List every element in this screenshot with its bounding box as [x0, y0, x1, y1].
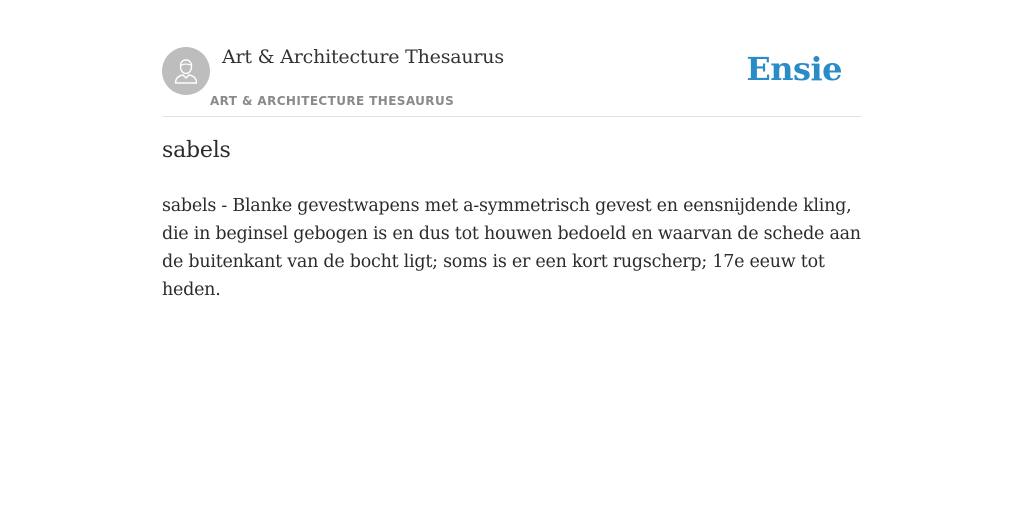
user-icon — [171, 56, 201, 86]
brand-logo[interactable]: Ensie — [746, 50, 842, 88]
entry-definition: sabels - Blanke gevestwapens met a-symmetrisch gevest en eensnijdende kling, die in beginsel gebogen is en dus tot houwen bedoeld en waarvan de schede aan de buitenkant van de bocht ligt; soms is er een kort rugscherp; 17e eeuw tot heden. — [162, 196, 861, 300]
author-name[interactable]: Art & Architecture Thesaurus — [222, 46, 504, 68]
entry-title: sabels — [162, 138, 231, 163]
entry-header — [162, 46, 862, 117]
category-label[interactable]: ART & ARCHITECTURE THESAURUS — [210, 94, 455, 108]
author-avatar[interactable] — [162, 47, 210, 95]
